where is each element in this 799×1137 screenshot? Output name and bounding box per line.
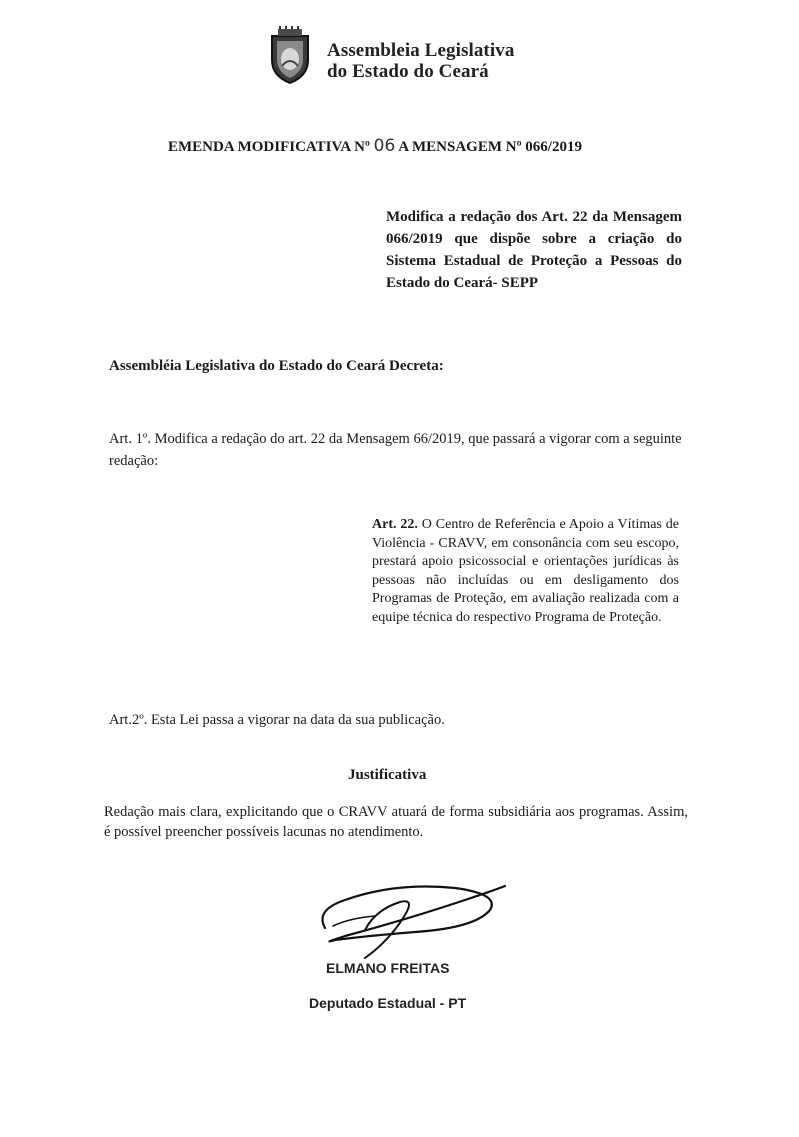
justificativa-text: Redação mais clara, explicitando que o CRAVV atuará de forma subsidiária aos programas. Assim, é possível preencher possíveis lacunas no atendimento.	[104, 804, 688, 840]
ementa-summary: Modifica a redação dos Art. 22 da Mensagem 066/2019 que dispõe sobre a criação do Sistema Estadual de Proteção a Pessoas do Estado do Ceará- SEPP	[386, 209, 682, 291]
decreta-heading: Assembléia Legislativa do Estado do Ceará Decreta:	[109, 358, 444, 374]
article-2: Art.2º. Esta Lei passa a vigorar na data da sua publicação.	[109, 712, 445, 728]
article-22-text: O Centro de Referência e Apoio a Vítimas de Violência - CRAVV, em consonância com seu escopo, prestará apoio psicossocial e orientações jurídicas às pessoas não incluídas ou em desligamento dos Programas de Proteção, em avaliação realizada com a equipe técnica do respectivo Programa de Proteção.	[372, 517, 679, 625]
org-name-line1: Assembleia Legislativa	[327, 40, 515, 61]
assembly-seal-logo	[260, 26, 320, 86]
org-name-line2: do Estado do Ceará	[327, 61, 489, 82]
document-title	[168, 136, 582, 156]
handwritten-signature	[305, 870, 515, 970]
article-22-quote	[372, 516, 679, 627]
justificativa-heading: Justificativa	[348, 767, 427, 783]
title-prefix: EMENDA MODIFICATIVA Nº	[168, 139, 370, 155]
title-suffix: A MENSAGEM Nº 066/2019	[398, 139, 582, 155]
article-22-lead: Art. 22.	[372, 517, 418, 532]
article-1: Art. 1º. Modifica a redação do art. 22 da Mensagem 66/2019, que passará a vigorar com a seguinte redação:	[109, 431, 682, 469]
title-handwritten-number: 06	[373, 136, 396, 156]
signer-role: Deputado Estadual - PT	[309, 995, 467, 1011]
signer-name: ELMANO FREITAS	[326, 960, 450, 976]
